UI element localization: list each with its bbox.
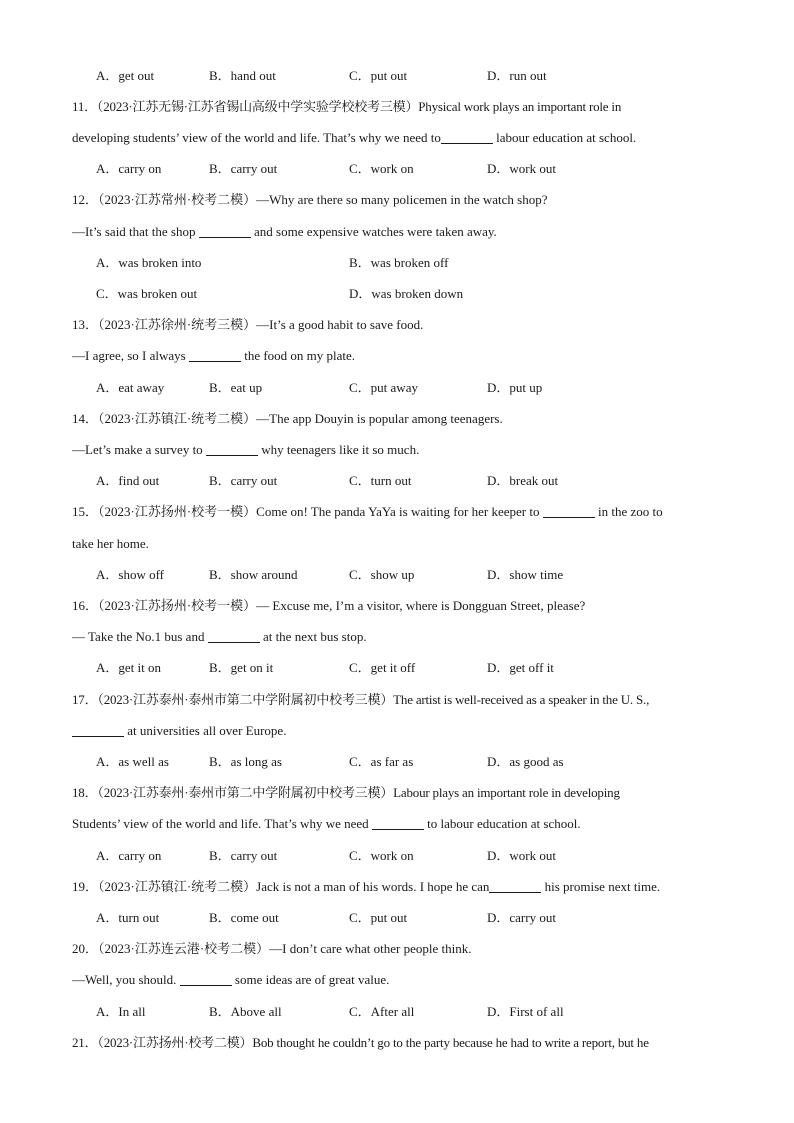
answer-blank: [206, 442, 258, 456]
option-d: D．break out: [487, 473, 559, 488]
option-b: B．carry out: [209, 161, 278, 176]
question-text: 13．（2023·江苏徐州·统考三模）—It’s a good habit to save food.: [72, 317, 424, 332]
answer-blank: [372, 816, 424, 830]
option-b: B．come out: [209, 910, 279, 925]
answer-blank: [199, 224, 251, 238]
question-line: [72, 222, 734, 242]
answer-blank: [208, 629, 260, 643]
option-a: A．was broken into: [96, 255, 202, 270]
option-b: B．carry out: [209, 848, 278, 863]
option-b: B．as long as: [209, 754, 282, 769]
option-d: D．was broken down: [349, 286, 464, 301]
question-text: 18．（2023·江苏泰州·泰州市第二中学附属初中校考三模）Labour plays an important role in developing: [72, 785, 620, 800]
option-b: B．carry out: [209, 473, 278, 488]
answer-blank: [543, 504, 595, 518]
answer-blank: [189, 348, 241, 362]
question-line: [72, 346, 734, 366]
option-b: B．eat up: [209, 380, 263, 395]
option-b: B．Above all: [209, 1004, 282, 1019]
question-line: [72, 1033, 734, 1053]
option-d: D．carry out: [487, 910, 556, 925]
option-d: D．show time: [487, 567, 564, 582]
question-line: [72, 128, 734, 148]
answer-blank: [72, 723, 124, 737]
question-line: [72, 877, 734, 897]
option-d: D．as good as: [487, 754, 564, 769]
question-line: [72, 534, 734, 554]
question-line: [72, 502, 734, 522]
question-text: 12．（2023·江苏常州·校考二模）—Why are there so many policemen in the watch shop?: [72, 192, 548, 207]
question-line: [72, 315, 734, 335]
option-a: A．get out: [96, 68, 155, 83]
question-text: —Let’s make a survey to: [72, 442, 206, 457]
option-c: C．turn out: [349, 473, 412, 488]
option-d: D．put up: [487, 380, 543, 395]
question-text: to labour education at school.: [423, 816, 581, 831]
option-c: C．work on: [349, 161, 414, 176]
answer-blank: [441, 130, 493, 144]
question-text: in the zoo to: [594, 504, 663, 519]
option-a: A．show off: [96, 567, 165, 582]
question-line: [72, 596, 734, 616]
question-text: the food on my plate.: [240, 348, 356, 363]
question-line: [72, 627, 734, 647]
question-text: his promise next time.: [541, 879, 661, 894]
option-a: A．as well as: [96, 754, 169, 769]
question-text: 16．（2023·江苏扬州·校考一模）— Excuse me, I’m a visitor, where is Dongguan Street, please?: [72, 598, 586, 613]
option-d: D．run out: [487, 68, 547, 83]
option-c: C．get it off: [349, 660, 416, 675]
question-line: [72, 690, 734, 710]
question-line: [72, 721, 734, 741]
option-a: A．eat away: [96, 380, 165, 395]
option-a: A．In all: [96, 1004, 146, 1019]
option-b: B．hand out: [209, 68, 276, 83]
question-line: [72, 939, 734, 959]
question-text: why teenagers like it so much.: [257, 442, 420, 457]
question-text: 19．（2023·江苏镇江·统考二模）Jack is not a man of his words. I hope he can: [72, 879, 490, 894]
question-line: [72, 440, 734, 460]
question-text: take her home.: [72, 536, 149, 551]
option-b: B．get on it: [209, 660, 274, 675]
answer-blank: [180, 972, 232, 986]
answer-blank: [489, 879, 541, 893]
option-c: C．was broken out: [96, 286, 198, 301]
option-c: C．show up: [349, 567, 415, 582]
option-a: A．carry on: [96, 161, 162, 176]
question-line: [72, 814, 734, 834]
question-text: 17．（2023·江苏泰州·泰州市第二中学附属初中校考三模）The artist is well-received as a speaker in the U. S.,: [72, 692, 650, 707]
option-c: C．put away: [349, 380, 418, 395]
question-text: —It’s said that the shop: [72, 224, 199, 239]
option-d: D．First of all: [487, 1004, 564, 1019]
question-text: some ideas are of great value.: [231, 972, 390, 987]
option-b: B．was broken off: [349, 255, 449, 270]
question-text: —Well, you should.: [72, 972, 180, 987]
option-d: D．work out: [487, 161, 556, 176]
question-text: 20．（2023·江苏连云港·校考二模）—I don’t care what other people think.: [72, 941, 472, 956]
option-a: A．get it on: [96, 660, 161, 675]
question-line: [72, 409, 734, 429]
option-c: C．put out: [349, 910, 408, 925]
question-text: 14．（2023·江苏镇江·统考二模）—The app Douyin is popular among teenagers.: [72, 411, 503, 426]
option-a: A．find out: [96, 473, 160, 488]
question-line: [72, 970, 734, 990]
question-line: [72, 97, 734, 117]
question-text: labour education at school.: [492, 130, 637, 145]
option-c: C．After all: [349, 1004, 415, 1019]
question-text: Students’ view of the world and life. That’s why we need: [72, 816, 372, 831]
question-text: 15．（2023·江苏扬州·校考一模）Come on! The panda YaYa is waiting for her keeper to: [72, 504, 543, 519]
option-a: A．turn out: [96, 910, 160, 925]
option-b: B．show around: [209, 567, 298, 582]
question-line: [72, 190, 734, 210]
question-text: at the next bus stop.: [259, 629, 367, 644]
option-a: A．carry on: [96, 848, 162, 863]
option-c: C．as far as: [349, 754, 414, 769]
question-line: [72, 783, 734, 803]
option-c: C．put out: [349, 68, 408, 83]
question-text: and some expensive watches were taken away.: [250, 224, 497, 239]
option-d: D．get off it: [487, 660, 554, 675]
question-text: — Take the No.1 bus and: [72, 629, 208, 644]
question-text: —I agree, so I always: [72, 348, 189, 363]
option-c: C．work on: [349, 848, 414, 863]
option-d: D．work out: [487, 848, 556, 863]
question-text: 21．（2023·江苏扬州·校考二模）Bob thought he couldn’t go to the party because he had to write a report, but he: [72, 1035, 649, 1050]
question-text: 11．（2023·江苏无锡·江苏省锡山高级中学实验学校校考三模）Physical work plays an important role in: [72, 99, 622, 114]
question-text: at universities all over Europe.: [124, 723, 287, 738]
question-text: developing students’ view of the world and life. That’s why we need to: [72, 130, 441, 145]
